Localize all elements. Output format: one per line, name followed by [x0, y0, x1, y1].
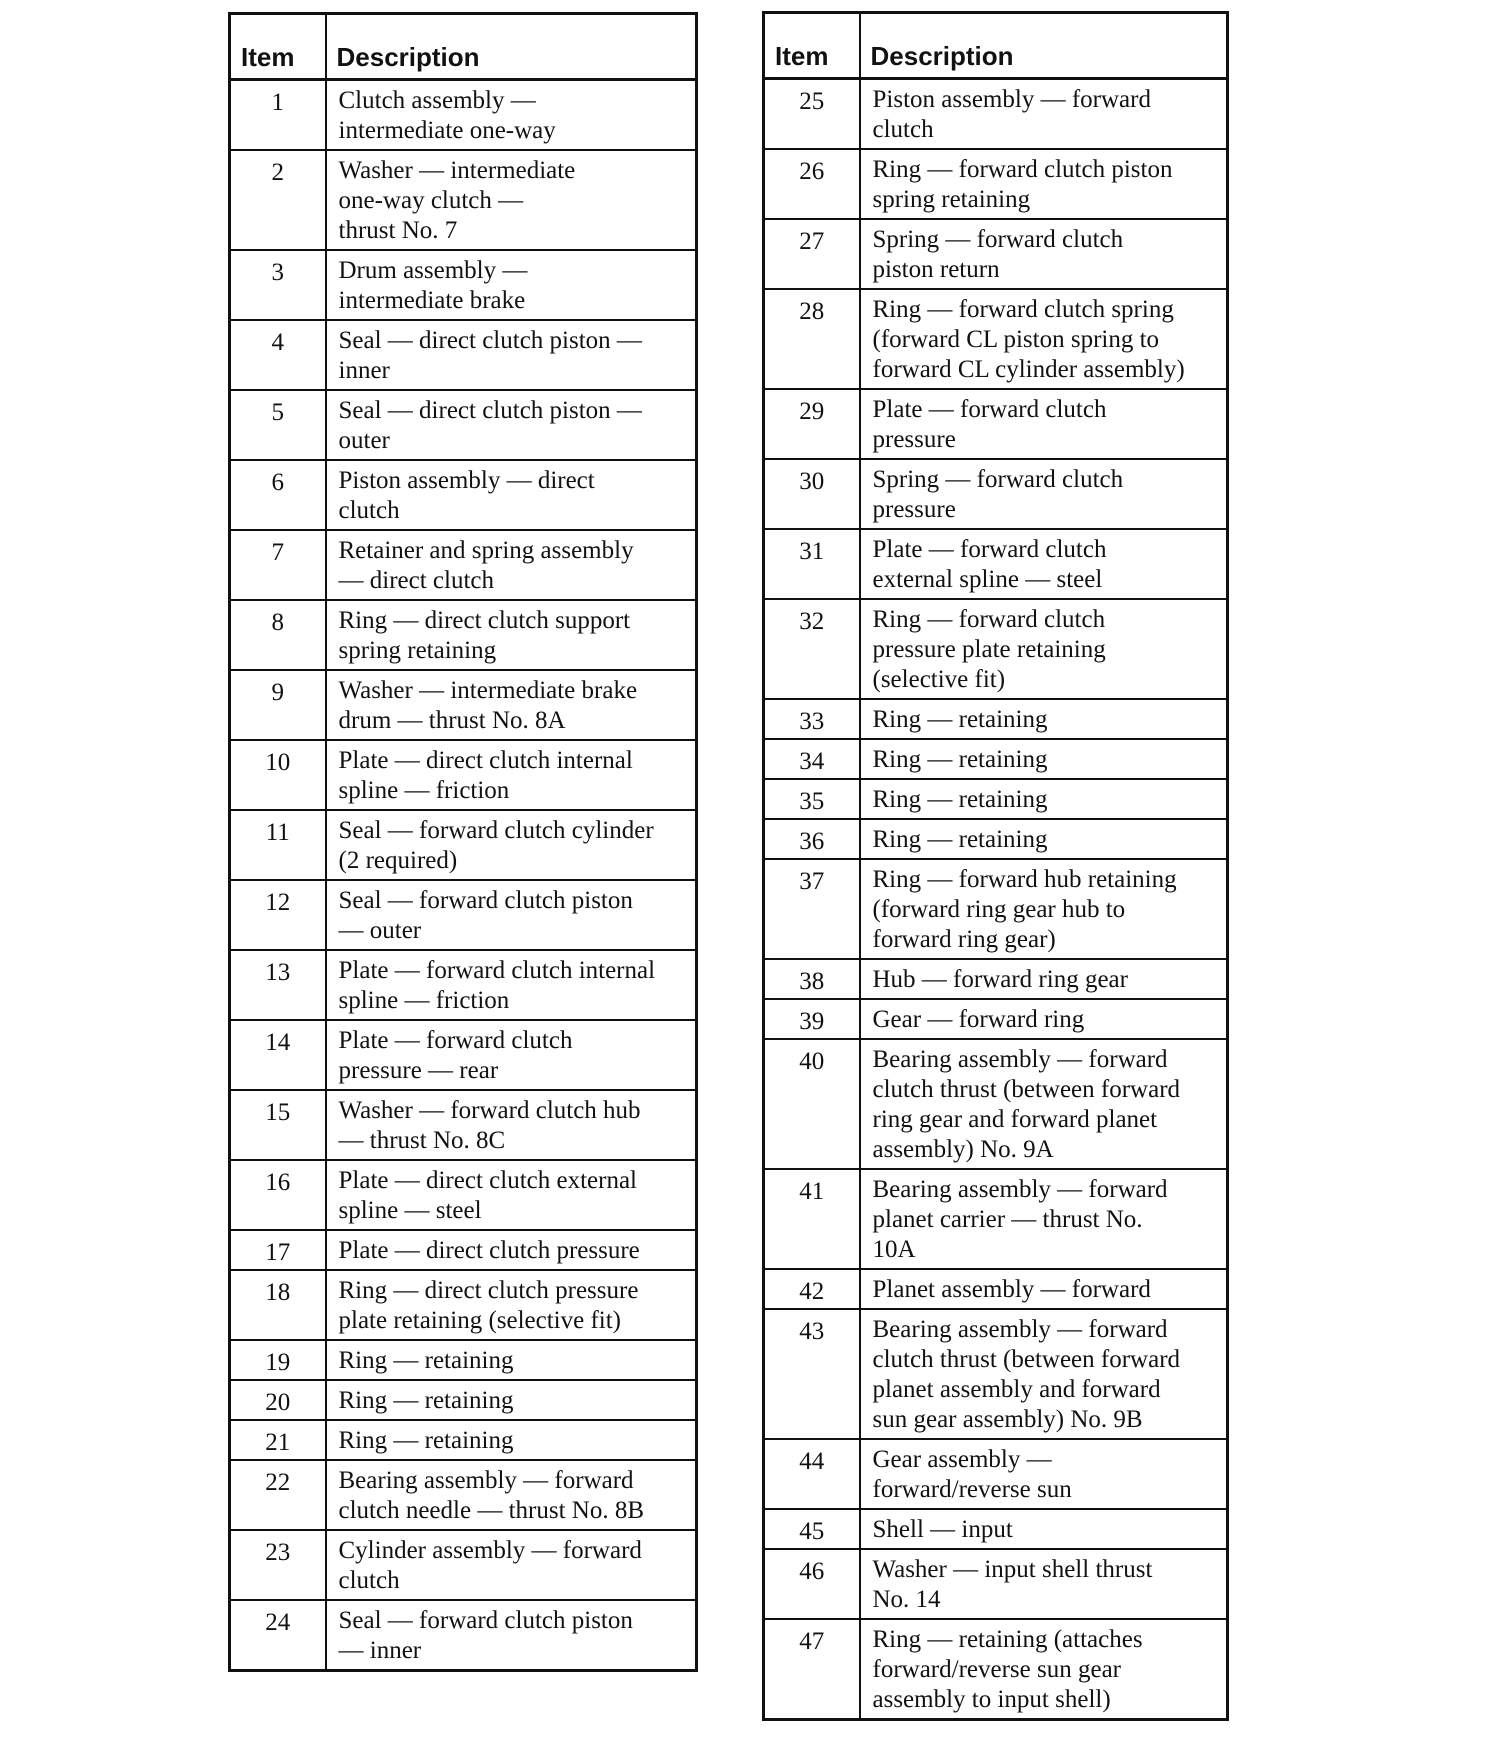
description-line: one-way clutch — — [338, 187, 524, 214]
item-number: 9 — [230, 670, 326, 740]
item-description — [326, 670, 697, 740]
description-line: Bearing assembly — forward — [872, 1316, 1168, 1343]
description-line: forward ring gear) — [872, 926, 1056, 953]
item-description — [326, 1460, 697, 1530]
description-line: planet assembly and forward — [872, 1376, 1161, 1403]
table-row — [764, 1269, 1228, 1309]
table-row — [764, 819, 1228, 859]
description-line: intermediate one-way — [338, 117, 556, 144]
table-row — [764, 1169, 1228, 1269]
item-description — [860, 1039, 1228, 1169]
item-description — [860, 1269, 1228, 1309]
description-line: assembly) No. 9A — [872, 1136, 1054, 1163]
item-number: 13 — [230, 950, 326, 1020]
description-line: Bearing assembly — forward — [338, 1467, 634, 1494]
item-description — [860, 599, 1228, 699]
description-line: Bearing assembly — forward — [872, 1176, 1168, 1203]
item-number: 20 — [230, 1380, 326, 1420]
item-number: 45 — [764, 1509, 860, 1549]
table-row — [764, 389, 1228, 459]
item-description — [860, 1549, 1228, 1619]
description-line: No. 14 — [872, 1586, 941, 1613]
table-row — [764, 699, 1228, 739]
description-line: Seal — direct clutch piston — — [338, 397, 642, 424]
description-line: piston return — [872, 256, 1000, 283]
item-description — [860, 859, 1228, 959]
table-row — [230, 320, 697, 390]
description-line: Washer — input shell thrust — [872, 1556, 1153, 1583]
description-line: clutch thrust (between forward — [872, 1346, 1181, 1373]
description-line: Seal — direct clutch piston — — [338, 327, 642, 354]
table-row — [230, 460, 697, 530]
item-description — [860, 1439, 1228, 1509]
table-row — [764, 1619, 1228, 1720]
table-row — [230, 1460, 697, 1530]
description-line: — outer — [338, 917, 422, 944]
item-description — [326, 880, 697, 950]
description-line: spline — friction — [338, 987, 510, 1014]
item-number: 1 — [230, 80, 326, 151]
description-line: Ring — direct clutch pressure — [338, 1277, 639, 1304]
item-description — [326, 810, 697, 880]
description-line: Plate — direct clutch internal — [338, 747, 633, 774]
item-number: 17 — [230, 1230, 326, 1270]
description-line: pressure — [872, 426, 956, 453]
description-line: clutch — [338, 497, 400, 524]
description-line: Bearing assembly — forward — [872, 1046, 1168, 1073]
item-number: 25 — [764, 79, 860, 150]
table-row — [764, 219, 1228, 289]
description-line: forward/reverse sun gear — [872, 1656, 1121, 1683]
description-line: (2 required) — [338, 847, 458, 874]
description-line: drum — thrust No. 8A — [338, 707, 566, 734]
table-row — [764, 779, 1228, 819]
item-number: 40 — [764, 1039, 860, 1169]
description-line: Ring — forward hub retaining — [872, 866, 1177, 893]
item-number: 26 — [764, 149, 860, 219]
description-line: Ring — retaining — [872, 706, 1048, 733]
description-line: Washer — intermediate — [338, 157, 576, 184]
item-description — [860, 459, 1228, 529]
item-description — [326, 1420, 697, 1460]
table-row — [764, 599, 1228, 699]
item-number: 34 — [764, 739, 860, 779]
parts-rows-left — [230, 80, 697, 1671]
item-number: 21 — [230, 1420, 326, 1460]
description-line: Seal — forward clutch piston — [338, 887, 633, 914]
item-description — [326, 1530, 697, 1600]
description-line: Spring — forward clutch — [872, 226, 1124, 253]
description-column-header: Description — [860, 13, 1228, 79]
description-line: assembly to input shell) — [872, 1686, 1111, 1713]
description-line: Plate — direct clutch external — [338, 1167, 637, 1194]
description-line: Plate — direct clutch pressure — [338, 1237, 640, 1264]
description-line: Ring — forward clutch piston — [872, 156, 1173, 183]
table-row — [230, 150, 697, 250]
item-description — [326, 320, 697, 390]
item-number: 37 — [764, 859, 860, 959]
header-row — [764, 13, 1228, 79]
item-number: 44 — [764, 1439, 860, 1509]
item-description — [326, 1380, 697, 1420]
description-line: Spring — forward clutch — [872, 466, 1124, 493]
item-number: 6 — [230, 460, 326, 530]
parts-table-right — [762, 11, 1229, 1721]
item-number: 4 — [230, 320, 326, 390]
table-row — [230, 950, 697, 1020]
item-number: 16 — [230, 1160, 326, 1230]
item-number: 12 — [230, 880, 326, 950]
item-description — [860, 289, 1228, 389]
description-line: Ring — retaining — [338, 1347, 514, 1374]
description-line: Ring — retaining — [872, 786, 1048, 813]
item-description — [326, 1340, 697, 1380]
description-line: Washer — intermediate brake — [338, 677, 638, 704]
item-description — [326, 530, 697, 600]
item-description — [860, 1619, 1228, 1720]
description-line: ring gear and forward planet — [872, 1106, 1158, 1133]
item-number: 23 — [230, 1530, 326, 1600]
item-description — [326, 1600, 697, 1671]
item-description — [860, 79, 1228, 150]
item-description — [326, 150, 697, 250]
description-line: spline — steel — [338, 1197, 482, 1224]
item-description — [326, 1020, 697, 1090]
item-description — [860, 529, 1228, 599]
item-number: 3 — [230, 250, 326, 320]
description-line: (forward CL piston spring to — [872, 326, 1160, 353]
item-number: 43 — [764, 1309, 860, 1439]
description-line: sun gear assembly) No. 9B — [872, 1406, 1143, 1433]
table-row — [764, 1309, 1228, 1439]
description-line: spline — friction — [338, 777, 510, 804]
description-line: Cylinder assembly — forward — [338, 1537, 642, 1564]
item-number: 31 — [764, 529, 860, 599]
item-description — [860, 1509, 1228, 1549]
item-description — [860, 1309, 1228, 1439]
description-line: Piston assembly — direct — [338, 467, 595, 494]
description-line: Shell — input — [872, 1516, 1013, 1543]
item-number: 24 — [230, 1600, 326, 1671]
item-number: 8 — [230, 600, 326, 670]
item-number: 2 — [230, 150, 326, 250]
description-line: outer — [338, 427, 390, 454]
item-number: 33 — [764, 699, 860, 739]
description-line: external spline — steel — [872, 566, 1103, 593]
header-row — [230, 14, 697, 80]
description-line: Plate — forward clutch — [872, 536, 1107, 563]
table-row — [230, 880, 697, 950]
description-line: forward/reverse sun — [872, 1476, 1072, 1503]
table-row — [230, 80, 697, 151]
item-description — [326, 390, 697, 460]
description-line: (forward ring gear hub to — [872, 896, 1126, 923]
description-line: thrust No. 7 — [338, 217, 458, 244]
table-row — [764, 739, 1228, 779]
description-line: Ring — retaining — [872, 826, 1048, 853]
item-description — [326, 740, 697, 810]
table-row — [230, 390, 697, 460]
table-row — [230, 1340, 697, 1380]
item-number: 32 — [764, 599, 860, 699]
item-description — [326, 460, 697, 530]
description-line: spring retaining — [338, 637, 497, 664]
description-line: 10A — [872, 1236, 916, 1263]
item-description — [326, 80, 697, 151]
description-line: — thrust No. 8C — [338, 1127, 506, 1154]
description-line: Ring — retaining — [872, 746, 1048, 773]
item-number: 15 — [230, 1090, 326, 1160]
table-row — [230, 1270, 697, 1340]
item-description — [860, 149, 1228, 219]
table-row — [230, 740, 697, 810]
item-description — [860, 819, 1228, 859]
table-row — [764, 459, 1228, 529]
description-line: Gear — forward ring — [872, 1006, 1085, 1033]
item-number: 22 — [230, 1460, 326, 1530]
item-number: 10 — [230, 740, 326, 810]
item-description — [326, 1230, 697, 1270]
description-line: Clutch assembly — — [338, 87, 536, 114]
description-line: Retainer and spring assembly — [338, 537, 634, 564]
table-row — [230, 600, 697, 670]
description-line: pressure — [872, 496, 956, 523]
description-line: Planet assembly — forward — [872, 1276, 1151, 1303]
table-row — [230, 1600, 697, 1671]
parts-rows-right — [764, 79, 1228, 1720]
table-row — [764, 1039, 1228, 1169]
description-line: Washer — forward clutch hub — [338, 1097, 641, 1124]
description-line: clutch — [338, 1567, 400, 1594]
table-row — [764, 999, 1228, 1039]
item-number: 7 — [230, 530, 326, 600]
table-row — [230, 250, 697, 320]
table-row — [230, 1530, 697, 1600]
description-line: — direct clutch — [338, 567, 494, 594]
table-row — [764, 859, 1228, 959]
table-row — [764, 959, 1228, 999]
description-line: Plate — forward clutch internal — [338, 957, 656, 984]
description-line: Plate — forward clutch — [338, 1027, 573, 1054]
parts-table-left — [228, 12, 698, 1672]
table-row — [764, 79, 1228, 150]
description-line: Gear assembly — — [872, 1446, 1052, 1473]
description-line: Ring — direct clutch support — [338, 607, 631, 634]
item-number: 42 — [764, 1269, 860, 1309]
table-row — [230, 810, 697, 880]
description-line: planet carrier — thrust No. — [872, 1206, 1143, 1233]
item-number: 19 — [230, 1340, 326, 1380]
description-line: spring retaining — [872, 186, 1031, 213]
description-line: Seal — forward clutch cylinder — [338, 817, 654, 844]
item-number: 41 — [764, 1169, 860, 1269]
description-line: inner — [338, 357, 390, 384]
item-number: 18 — [230, 1270, 326, 1340]
item-number: 29 — [764, 389, 860, 459]
item-number: 35 — [764, 779, 860, 819]
item-description — [860, 389, 1228, 459]
table-row — [230, 1160, 697, 1230]
item-number: 27 — [764, 219, 860, 289]
table-row — [764, 289, 1228, 389]
item-description — [326, 1160, 697, 1230]
item-number: 14 — [230, 1020, 326, 1090]
description-line: Seal — forward clutch piston — [338, 1607, 633, 1634]
item-number: 46 — [764, 1549, 860, 1619]
item-number: 47 — [764, 1619, 860, 1720]
description-line: Hub — forward ring gear — [872, 966, 1128, 993]
item-number: 39 — [764, 999, 860, 1039]
item-number: 30 — [764, 459, 860, 529]
description-line: forward CL cylinder assembly) — [872, 356, 1185, 383]
item-column-header: Item — [764, 13, 860, 79]
item-column-header: Item — [230, 14, 326, 80]
table-row — [764, 1509, 1228, 1549]
description-line: pressure — rear — [338, 1057, 499, 1084]
item-description — [860, 1169, 1228, 1269]
table-row — [230, 1230, 697, 1270]
description-line: plate retaining (selective fit) — [338, 1307, 622, 1334]
table-row — [230, 1090, 697, 1160]
description-line: Ring — retaining — [338, 1387, 514, 1414]
item-description — [860, 219, 1228, 289]
item-description — [326, 250, 697, 320]
description-line: pressure plate retaining — [872, 636, 1106, 663]
item-description — [326, 1090, 697, 1160]
description-line: Ring — retaining (attaches — [872, 1626, 1143, 1653]
item-description — [326, 1270, 697, 1340]
table-row — [230, 530, 697, 600]
description-line: Plate — forward clutch — [872, 396, 1107, 423]
table-row — [230, 1020, 697, 1090]
item-description — [860, 699, 1228, 739]
description-line: Ring — forward clutch — [872, 606, 1106, 633]
item-description — [326, 600, 697, 670]
description-line: Ring — forward clutch spring — [872, 296, 1174, 323]
description-line: Ring — retaining — [338, 1427, 514, 1454]
description-line: — inner — [338, 1637, 422, 1664]
item-description — [860, 999, 1228, 1039]
item-description — [860, 779, 1228, 819]
description-line: clutch needle — thrust No. 8B — [338, 1497, 644, 1524]
item-number: 36 — [764, 819, 860, 859]
item-description — [326, 950, 697, 1020]
item-description — [860, 739, 1228, 779]
description-line: (selective fit) — [872, 666, 1006, 693]
description-column-header: Description — [326, 14, 697, 80]
table-row — [230, 670, 697, 740]
item-number: 38 — [764, 959, 860, 999]
table-row — [764, 149, 1228, 219]
table-row — [764, 529, 1228, 599]
item-number: 5 — [230, 390, 326, 460]
item-description — [860, 959, 1228, 999]
description-line: intermediate brake — [338, 287, 526, 314]
table-row — [230, 1420, 697, 1460]
description-line: clutch — [872, 116, 934, 143]
table-row — [764, 1549, 1228, 1619]
table-row — [764, 1439, 1228, 1509]
item-number: 11 — [230, 810, 326, 880]
description-line: Piston assembly — forward — [872, 86, 1151, 113]
description-line: Drum assembly — — [338, 257, 528, 284]
description-line: clutch thrust (between forward — [872, 1076, 1181, 1103]
item-number: 28 — [764, 289, 860, 389]
table-row — [230, 1380, 697, 1420]
